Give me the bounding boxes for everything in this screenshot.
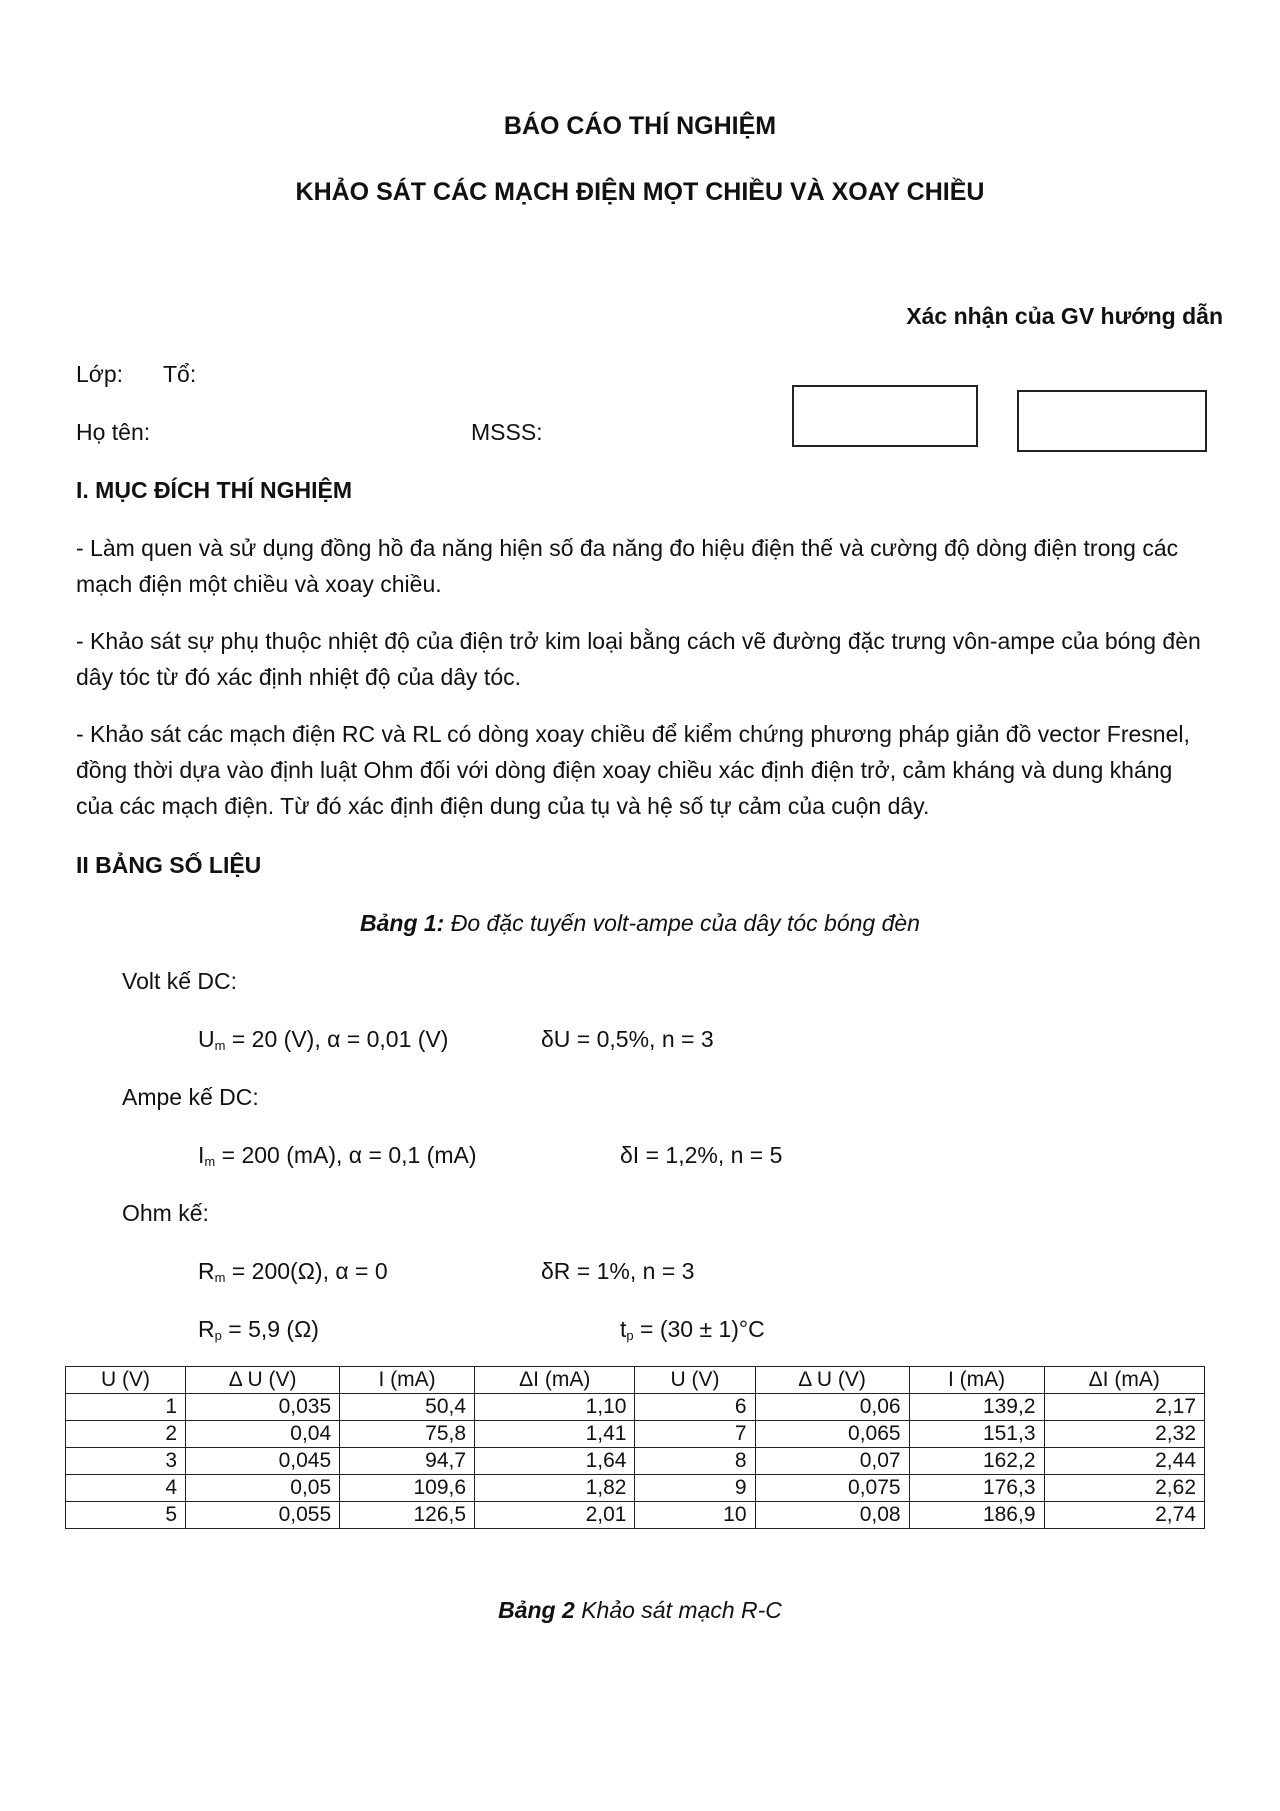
table-cell: 3 (66, 1448, 186, 1475)
voltmeter-delta: δU = 0,5%, n = 3 (541, 1026, 714, 1052)
table-row (66, 1448, 1205, 1475)
table-1-caption (0, 910, 1280, 937)
class-label: Lớp: (76, 361, 124, 387)
table-cell: 186,9 (909, 1502, 1044, 1529)
table-2-caption-text: Khảo sát mạch R-C (581, 1597, 782, 1623)
table-2-caption (0, 1597, 1280, 1624)
table-cell: 2,74 (1044, 1502, 1204, 1529)
purpose-paragraph-2: - Khảo sát sự phụ thuộc nhiệt độ của điện trở kim loại bằng cách vẽ đường đặc trưng vôn-ampe của bóng đèn dây tóc từ đó xác định nhiệt độ của dây tóc. (76, 628, 1201, 690)
table-cell: 109,6 (340, 1475, 475, 1502)
table-cell: 4 (66, 1475, 186, 1502)
table-cell: 2,17 (1044, 1394, 1204, 1421)
ammeter-spec (198, 1142, 477, 1169)
table-cell: 6 (635, 1394, 755, 1421)
ammeter-delta: δI = 1,2%, n = 5 (620, 1142, 783, 1168)
section-1-heading: I. MỤC ĐÍCH THÍ NGHIỆM (76, 477, 352, 503)
group-label: Tổ: (163, 361, 197, 387)
table-cell: 10 (635, 1502, 755, 1529)
voltmeter-spec-sub: m (214, 1038, 226, 1053)
table-cell: 0,055 (186, 1502, 340, 1529)
resistance-rp-sub: p (214, 1328, 222, 1343)
table-header-cell: Δ U (V) (755, 1367, 909, 1394)
table-cell: 0,065 (755, 1421, 909, 1448)
table-cell: 151,3 (909, 1421, 1044, 1448)
ohmmeter-spec-symbol: R (198, 1258, 215, 1284)
temperature-tp-sub: p (626, 1328, 634, 1343)
voltmeter-spec (198, 1026, 448, 1053)
table-row (66, 1421, 1205, 1448)
table-header-cell: Δ U (V) (186, 1367, 340, 1394)
table-header-row (66, 1367, 1205, 1394)
table-cell: 0,07 (755, 1448, 909, 1475)
table-cell: 1,82 (475, 1475, 635, 1502)
resistance-rp-symbol: R (198, 1316, 215, 1342)
table-cell: 176,3 (909, 1475, 1044, 1502)
table-cell: 75,8 (340, 1421, 475, 1448)
table-cell: 9 (635, 1475, 755, 1502)
report-subtitle: KHẢO SÁT CÁC MẠCH ĐIỆN MỌT CHIỀU VÀ XOAY CHIỀU (295, 178, 985, 206)
voltmeter-spec-value: = 20 (V), α = 0,01 (V) (225, 1026, 449, 1052)
table-cell: 0,04 (186, 1421, 340, 1448)
table-cell: 2,62 (1044, 1475, 1204, 1502)
voltmeter-label: Volt kế DC: (122, 968, 238, 994)
section-2-heading: II BẢNG SỐ LIỆU (76, 852, 262, 878)
table-cell: 126,5 (340, 1502, 475, 1529)
signature-box-1 (792, 385, 978, 447)
table-header-cell: ΔI (mA) (475, 1367, 635, 1394)
name-label: Họ tên: (76, 419, 151, 445)
temperature-tp (620, 1316, 765, 1343)
table-1-caption-label: Bảng 1: (360, 910, 445, 936)
table-cell: 94,7 (340, 1448, 475, 1475)
table-cell: 1,41 (475, 1421, 635, 1448)
table-header-cell: U (V) (635, 1367, 755, 1394)
table-cell: 0,08 (755, 1502, 909, 1529)
table-cell: 1,10 (475, 1394, 635, 1421)
table-1-caption-text: Đo đặc tuyến volt-ampe của dây tóc bóng đèn (450, 910, 920, 936)
table-row (66, 1502, 1205, 1529)
ohmmeter-spec-value: = 200(Ω), α = 0 (225, 1258, 388, 1284)
instructor-confirm-label: Xác nhận của GV hướng dẫn (906, 303, 1223, 329)
table-row (66, 1475, 1205, 1502)
table-cell: 2 (66, 1421, 186, 1448)
table-row (66, 1394, 1205, 1421)
table-cell: 1,64 (475, 1448, 635, 1475)
ammeter-label: Ampe kế DC: (122, 1084, 259, 1110)
table-header-cell: I (mA) (909, 1367, 1044, 1394)
table-cell: 0,06 (755, 1394, 909, 1421)
table-cell: 0,075 (755, 1475, 909, 1502)
table-cell: 162,2 (909, 1448, 1044, 1475)
report-title: BÁO CÁO THÍ NGHIỆM (503, 112, 777, 140)
student-id-label: MSSS: (471, 419, 543, 445)
ohmmeter-spec (198, 1258, 388, 1285)
signature-box-2 (1017, 390, 1207, 452)
ohmmeter-label: Ohm kế: (122, 1200, 209, 1226)
table-cell: 50,4 (340, 1394, 475, 1421)
temperature-tp-value: = (30 ± 1)°C (633, 1316, 765, 1342)
ammeter-spec-symbol: I (198, 1142, 205, 1168)
resistance-rp-value: = 5,9 (Ω) (221, 1316, 319, 1342)
table-cell: 5 (66, 1502, 186, 1529)
ohmmeter-delta: δR = 1%, n = 3 (541, 1258, 695, 1284)
table-cell: 139,2 (909, 1394, 1044, 1421)
table-cell: 8 (635, 1448, 755, 1475)
table-cell: 0,045 (186, 1448, 340, 1475)
voltmeter-spec-symbol: U (198, 1026, 215, 1052)
ammeter-spec-sub: m (204, 1154, 216, 1169)
table-cell: 1 (66, 1394, 186, 1421)
ohmmeter-spec-sub: m (214, 1270, 226, 1285)
purpose-paragraph-1: - Làm quen và sử dụng đồng hồ đa năng hiện số đa năng đo hiệu điện thế và cường độ dòng điện trong các mạch điện một chiều và xoay chiều. (76, 535, 1179, 597)
temperature-tp-symbol: t (620, 1316, 627, 1342)
purpose-paragraph-3: - Khảo sát các mạch điện RC và RL có dòng xoay chiều để kiểm chứng phương pháp giản đồ vector Fresnel, đồng thời dựa vào định luật Ohm đối với dòng điện xoay chiều xác định điện trở, cảm kháng và dung kháng của các mạch điện. Từ đó xác định điện dung của tụ và hệ số tự cảm của cuộn dây. (76, 721, 1190, 819)
ammeter-spec-value: = 200 (mA), α = 0,1 (mA) (215, 1142, 477, 1168)
table-header-cell: ΔI (mA) (1044, 1367, 1204, 1394)
table-2-caption-label: Bảng 2 (498, 1597, 575, 1623)
table-cell: 2,01 (475, 1502, 635, 1529)
table-cell: 0,05 (186, 1475, 340, 1502)
resistance-rp (198, 1316, 319, 1343)
table-cell: 2,44 (1044, 1448, 1204, 1475)
table-cell: 0,035 (186, 1394, 340, 1421)
table-cell: 2,32 (1044, 1421, 1204, 1448)
volt-ampe-table (65, 1366, 1205, 1529)
table-header-cell: I (mA) (340, 1367, 475, 1394)
table-header-cell: U (V) (66, 1367, 186, 1394)
table-cell: 7 (635, 1421, 755, 1448)
